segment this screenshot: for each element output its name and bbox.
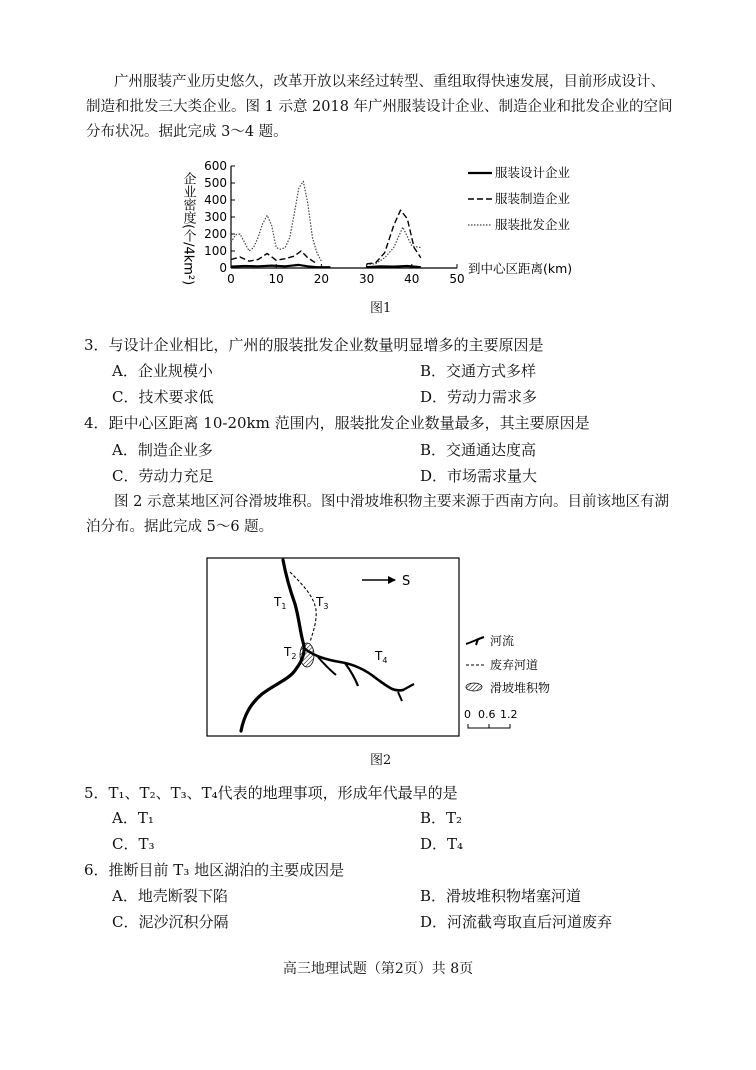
legend-river-label: 河流 xyxy=(490,634,515,648)
series-line-3 xyxy=(367,227,421,264)
question-3-stem: 3．与设计企业相比，广州的服装批发企业数量明显增多的主要原因是 xyxy=(84,336,544,354)
question-6-option-b: B．滑坡堆积物堵塞河道 xyxy=(420,887,582,905)
x-tick-label: 40 xyxy=(404,272,420,286)
question-6-option-d: D．河流截弯取直后河道废弃 xyxy=(420,913,613,931)
label-t2: $T_2$ xyxy=(284,645,297,661)
question-5-option-b: B．T₂ xyxy=(420,809,463,827)
x-tick-label: 10 xyxy=(268,272,284,286)
x-tick-label: 20 xyxy=(313,272,330,286)
question-4-option-a: A．制造企业多 xyxy=(112,441,213,459)
question-5-stem: 5．T₁、T₂、T₃、T₄代表的地理事项，形成年代最早的是 xyxy=(84,784,458,802)
x-tick-label: 50 xyxy=(449,272,465,286)
landslide-deposit xyxy=(300,643,314,667)
chart-legend xyxy=(468,165,571,232)
question-5-option-c: C．T₃ xyxy=(112,835,155,853)
question-6-option-a: A．地壳断裂下陷 xyxy=(112,887,228,905)
question-4-option-c: C．劳动力充足 xyxy=(112,467,214,485)
question-3-option-d: D．劳动力需求多 xyxy=(420,388,538,406)
y-tick-label: 200 xyxy=(204,227,227,241)
scale-bar xyxy=(464,708,518,728)
y-tick-label: 300 xyxy=(204,210,227,224)
question-6-option-c: C．泥沙沉积分隔 xyxy=(112,913,229,931)
question-6-stem: 6．推断目前 T₃ 地区湖泊的主要成因是 xyxy=(84,861,345,879)
series-line-1 xyxy=(231,265,330,267)
legend-label-wholesale: 服装批发企业 xyxy=(495,217,571,232)
x-tick-label: 30 xyxy=(358,272,375,286)
y-tick-label: 0 xyxy=(219,261,227,275)
y-tick-label: 600 xyxy=(204,160,227,173)
question-5-option-a: A．T₁ xyxy=(112,809,154,827)
legend-label-design: 服装设计企业 xyxy=(495,165,571,180)
legend-landslide-label: 滑坡堆积物 xyxy=(490,681,551,695)
question-3-option-b: B．交通方式多样 xyxy=(420,362,537,380)
legend-abandoned-label: 废弃河道 xyxy=(490,658,539,672)
map-frame xyxy=(207,558,459,736)
question-3-option-a: A．企业规模小 xyxy=(112,362,213,380)
chart-plot-area xyxy=(204,160,465,286)
figure-2-map xyxy=(0,556,756,746)
question-5-option-d: D．T₄ xyxy=(420,835,464,853)
scale-label-0: 0 xyxy=(464,708,471,721)
scale-label-1: 0.6 xyxy=(478,708,496,721)
label-t4: $T_4$ xyxy=(375,649,388,665)
intro-paragraph-1: 广州服装产业历史悠久，改革开放以来经过转型、重组取得快速发展，目前形成设计、制造和批发三大类企业。图 1 示意 2018 年广州服装设计企业、制造企业和批发企业的空间分布状况。据此完成 3～4 题。 xyxy=(86,74,673,140)
figure-1-caption: 图1 xyxy=(370,301,392,316)
page-footer: 高三地理试题（第2页）共 8页 xyxy=(282,961,474,977)
label-t1: $T_1$ xyxy=(274,595,287,611)
figure-1-chart xyxy=(0,160,756,310)
y-tick-label: 500 xyxy=(204,176,227,190)
question-4-stem: 4．距中心区距离 10-20km 范围内，服装批发企业数量最多，其主要原因是 xyxy=(84,414,590,432)
legend-river-icon xyxy=(466,637,484,645)
label-t3: $T_3$ xyxy=(316,595,329,611)
y-tick-label: 100 xyxy=(204,244,227,258)
legend-landslide-icon xyxy=(466,683,482,691)
series-line-2 xyxy=(231,251,317,264)
legend-label-manufacture: 服装制造企业 xyxy=(495,191,571,206)
y-tick-label: 400 xyxy=(204,193,227,207)
question-4-option-d: D．市场需求量大 xyxy=(420,467,538,485)
intro-paragraph-2: 图 2 示意某地区河谷滑坡堆积。图中滑坡堆积物主要来源于西南方向。目前该地区有湖泊分布。据此完成 5～6 题。 xyxy=(86,494,669,535)
direction-label: S xyxy=(402,574,411,589)
scale-label-2: 1.2 xyxy=(500,708,518,721)
x-axis-label: 到中心区距离(km) xyxy=(468,261,573,276)
question-3-option-c: C．技术要求低 xyxy=(112,388,214,406)
series-line-1 xyxy=(367,266,421,267)
x-tick-label: 0 xyxy=(227,272,235,286)
series-line-3 xyxy=(231,181,321,261)
map-legend xyxy=(466,633,550,695)
question-4-option-b: B．交通通达度高 xyxy=(420,441,537,459)
y-axis-label: 企业密度(个/4km²) xyxy=(180,172,196,286)
series-line-2 xyxy=(367,210,421,264)
figure-2-caption: 图2 xyxy=(370,753,392,768)
